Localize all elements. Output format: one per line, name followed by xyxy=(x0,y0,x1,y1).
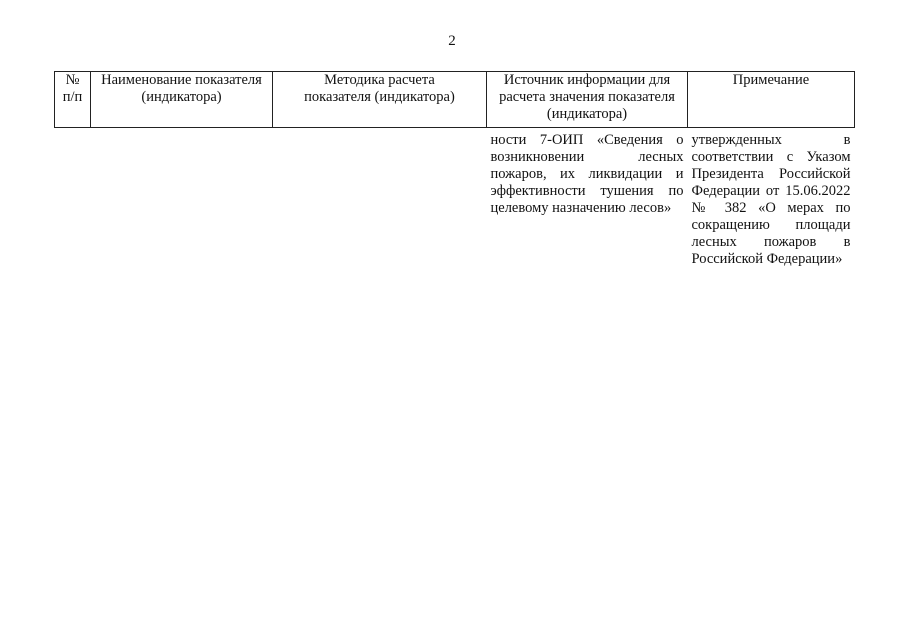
cell-note: утвержденных в соответствии с Указом Президента Российской Федерации от 15.06.2022 № 382 «О мерах по сокращению площади лесных пожаров в Российской Федерации» xyxy=(691,132,851,267)
table-row xyxy=(55,128,855,269)
cell-information-source: ности 7-ОИП «Сведения о возникновении лесных пожаров, их ликвидации и эффективности тушения по целевому назначению лесов» xyxy=(490,132,684,216)
header-information-source: Источник информации для расчета значения показателя (индикатора) xyxy=(487,72,688,128)
cell-calculation-method xyxy=(273,128,487,269)
cell-number xyxy=(55,128,91,269)
cell-indicator-name xyxy=(91,128,273,269)
header-indicator-name: Наименование показателя (индикатора) xyxy=(91,72,273,128)
header-note: Примечание xyxy=(688,72,855,128)
indicator-table xyxy=(54,71,855,268)
header-calculation-method: Методика расчета показателя (индикатора) xyxy=(273,72,487,128)
table-header-row xyxy=(55,72,855,128)
header-number: № п/п xyxy=(55,72,91,128)
page-number: 2 xyxy=(448,33,456,49)
